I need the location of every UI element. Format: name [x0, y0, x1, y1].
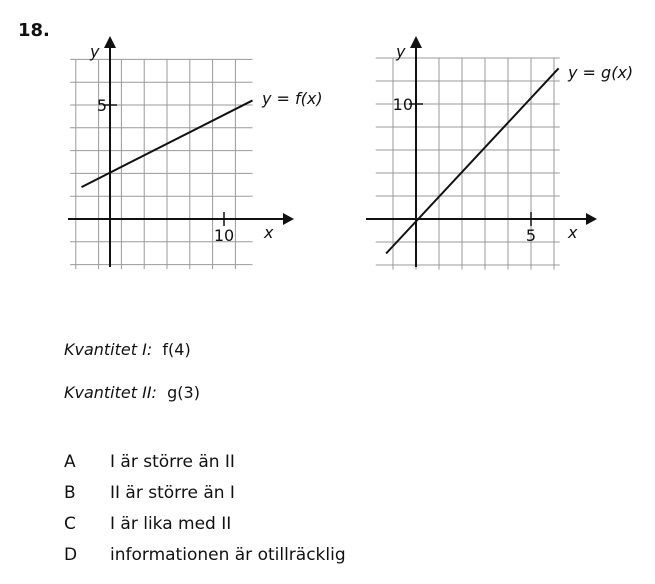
- option-letter: A: [64, 451, 76, 472]
- option-text: I är lika med II: [110, 513, 232, 534]
- option-d[interactable]: [64, 539, 346, 570]
- option-letter: D: [64, 544, 78, 565]
- y-axis-arrow-g: [410, 36, 422, 48]
- option-a[interactable]: [64, 446, 346, 477]
- option-b[interactable]: [64, 477, 346, 508]
- quantity-2-label: Kvantitet II:: [64, 383, 157, 402]
- x-tick-label-g: 5: [525, 226, 537, 245]
- option-text: I är större än II: [110, 451, 235, 472]
- function-label-f: y = f(x): [262, 89, 323, 108]
- y-axis-label-f: y: [90, 42, 100, 61]
- x-axis-label-f: x: [264, 223, 274, 242]
- option-text: II är större än I: [110, 482, 235, 503]
- y-axis-arrow-f: [104, 36, 116, 48]
- x-tick-label-f: 10: [213, 226, 235, 245]
- answer-options: [64, 446, 346, 570]
- y-tick-label-f: 5: [96, 96, 107, 115]
- option-letter: B: [64, 482, 76, 503]
- question-number: 18.: [18, 20, 50, 41]
- option-letter: C: [64, 513, 76, 534]
- quantity-2: [64, 383, 200, 402]
- quantity-2-expression: g(3): [167, 383, 200, 402]
- y-axis-label-g: y: [396, 42, 406, 61]
- x-axis-label-g: x: [568, 223, 578, 242]
- option-text: informationen är otillräcklig: [110, 544, 346, 565]
- y-tick-label-g: 10: [392, 95, 413, 114]
- x-axis-arrow-g: [586, 213, 597, 225]
- quantity-1-expression: f(4): [162, 340, 191, 359]
- option-c[interactable]: [64, 508, 346, 539]
- quantity-1-label: Kvantitet I:: [64, 340, 153, 359]
- graph-f: [68, 36, 323, 269]
- x-axis-arrow-f: [283, 213, 294, 225]
- function-label-g: y = g(x): [568, 63, 634, 82]
- graph-g: [366, 36, 633, 270]
- quantity-1: [64, 340, 191, 359]
